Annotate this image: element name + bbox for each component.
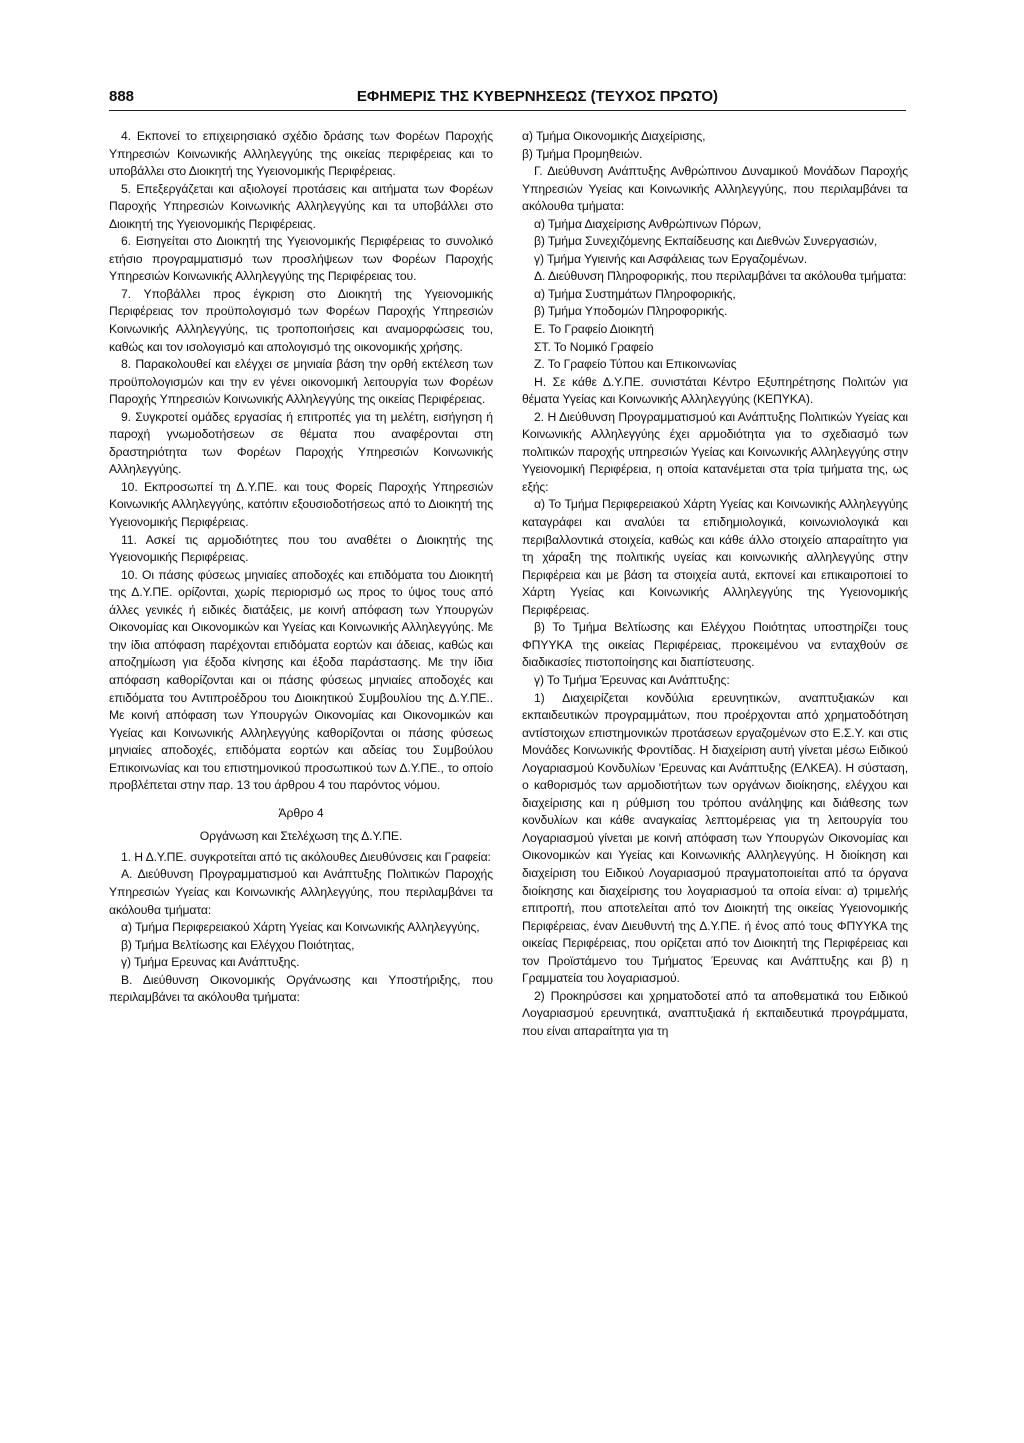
left-paragraph: 1. Η Δ.Υ.ΠΕ. συγκροτείται από τις ακόλουθες Διευθύνσεις και Γραφεία:	[121, 849, 491, 864]
running-title: ΕΦΗΜΕΡΙΣ ΤΗΣ ΚΥΒΕΡΝΗΣΕΩΣ (ΤΕΥΧΟΣ ΠΡΩΤΟ)	[356, 88, 719, 105]
left-paragraph: 9. Συγκροτεί ομάδες εργασίας ή επιτροπές για τη μελέτη, εισήγηση ή παροχή γνωμοδοτήσεων σε θέματα που αναφέρονται στη δραστηριότητα των Φορέων Παροχής Υπηρεσιών Κοινωνικής Αλληλεγγύης.	[109, 409, 493, 477]
right-paragraph: β) Τμήμα Υποδομών Πληροφορικής.	[534, 304, 728, 319]
left-paragraph: 10. Εκπροσωπεί τη Δ.Υ.ΠΕ. και τους Φορείς Παροχής Υπηρεσιών Κοινωνικής Αλληλεγγύης, κατόπιν εξουσιοδοτήσεως από το Διοικητή της Υγειονομικής Περιφέρειας.	[109, 479, 493, 530]
right-paragraph: Η. Σε κάθε Δ.Υ.ΠΕ. συνιστάται Κέντρο Εξυπηρέτησης Πολιτών για θέματα Υγείας και Κοινωνικής Αλληλεγγύης (ΚΕΠΥΚΑ).	[522, 374, 908, 407]
right-column	[522, 128, 908, 1428]
right-paragraph: ΣΤ. Το Νομικό Γραφείο	[534, 339, 654, 354]
right-paragraph: β) Το Τμήμα Βελτίωσης και Ελέγχου Ποιότητας υποστηρίζει τους ΦΠΥΥΚΑ της οικείας Περιφέρειας, προκειμένου να ενταχθούν σε διαδικασίες πιστοποίησης και διαπίστευσης.	[522, 620, 908, 670]
page-number: 888	[109, 88, 135, 105]
left-paragraph: Α. Διεύθυνση Προγραμματισμού και Ανάπτυξης Πολιτικών Παροχής Υπηρεσιών Υγείας και Κοινωνικής Αλληλεγγύης, που περιλαμβάνει τα ακόλουθα τμήματα:	[109, 867, 493, 917]
article-subtitle: Οργάνωση και Στελέχωση της Δ.Υ.ΠΕ.	[199, 829, 403, 844]
left-paragraph: 4. Εκπονεί το επιχειρησιακό σχέδιο δράσης των Φορέων Παροχής Υπηρεσιών Κοινωνικής Αλληλεγγύης της οικείας περιφέρειας και το υποβάλλει στο Διοικητή της Υγειονομικής Περιφέρειας.	[109, 129, 493, 179]
right-paragraph: 2. Η Διεύθυνση Προγραμματισμού και Ανάπτυξης Πολιτικών Υγείας και Κοινωνικής Αλληλεγγύης έχει αρμοδιότητα για το σχεδιασμό των πολιτικών παροχής υπηρεσιών Υγείας και Κοινωνικής Αλληλεγγύης στην Υγειονομική Περιφέρεια, η οποία κατανέμεται στα τρία τμήματα της, ως εξής:	[522, 409, 908, 494]
left-column	[109, 128, 493, 1428]
right-paragraph: α) Τμήμα Συστημάτων Πληροφορικής,	[534, 286, 736, 301]
left-paragraph: 6. Εισηγείται στο Διοικητή της Υγειονομικής Περιφέρειας το συνολικό ετήσιο προγραμματισμό των προσλήψεων των Φορέων Παροχής Υπηρεσιών Κοινωνικής Αλληλεγγύης της Περιφέρειας του.	[109, 234, 493, 284]
right-paragraph: Γ. Διεύθυνση Ανάπτυξης Ανθρώπινου Δυναμικού Μονάδων Παροχής Υπηρεσιών Υγείας και Κοινωνικής Αλληλεγγύης, που περιλαμβάνει τα ακόλουθα τμήματα:	[522, 164, 908, 214]
right-paragraph: Δ. Διεύθυνση Πληροφορικής, που περιλαμβάνει τα ακόλουθα τμήματα:	[534, 269, 907, 284]
page-header	[109, 88, 906, 111]
right-paragraph: 1) Διαχειρίζεται κονδύλια ερευνητικών, αναπτυξιακών και εκπαιδευτικών προγραμμάτων, που προέρχονται από χρηματοδότηση αντίστοιχων επιστημονικών προτάσεων εργαζομένων στο Ε.Σ.Υ. και στις Μονάδες Κοινωνικής Φροντίδας. Η διαχείριση αυτή γίνεται μέσω Ειδικού Λογαριασμού Κονδυλίων 'Ερευνας και Ανάπτυξης (ΕΛΚΕΑ). Η σύσταση, ο καθορισμός των αρμοδιοτήτων των οργάνων διοίκησης, ελέγχου και διαχείρισης και η ρύθμιση του τρόπου ανάληψης και διάθεσης των κονδυλίων και κάθε αναγκαίας λεπτομέρειας για τη λειτουργία του Λογαριασμού γίνεται με κοινή απόφαση των Υπουργών Οικονομίας και Οικονομικών και Υγείας και Κοινωνικής Αλληλεγγύης. Η διοίκηση και διαχείριση του Ειδικού Λογαριασμού πραγματοποιείται από τα όργανα διοίκησης και διαχείρισης του λογαριασμού τα οποία είναι: α) τριμελής επιτροπή, που αποτελείται από τον Διοικητή της οικείας Υγειονομικής Περιφέρειας, έναν Διευθυντή της Δ.Υ.ΠΕ. ή ένος από τους ΦΠΥΥΚΑ της οικείας Περιφέρειας, που ορίζεται από τον Διοικητή της Περιφέρειας και τον Προϊστάμενο του Τμήματος Έρευνας και Ανάπτυξης και β) η Γραμματεία του λογαριασμού.	[522, 690, 908, 986]
right-paragraph: Ζ. Το Γραφείο Τύπου και Επικοινωνίας	[534, 357, 737, 372]
right-paragraph: Ε. Το Γραφείο Διοικητή	[534, 322, 654, 337]
right-paragraph: α) Το Τμήμα Περιφερειακού Χάρτη Υγείας και Κοινωνικής Αλληλεγγύης καταγράφει και αναλύει τα επιδημιολογικά, κοινωνιολογικά και περιβαλλοντικά στοιχεία, καθώς και κάθε άλλο στοιχείο απαραίτητο για τη χάραξη της πολιτικής υγείας και κοινωνικής αλληλεγγύης στην Περιφέρεια και με βάση τα στοιχεία αυτά, εκπονεί και επικαιροποιεί το Χάρτη Υγείας και Κοινωνικής Αλληλεγγύης της Υγειονομικής Περιφέρειας.	[522, 497, 908, 617]
left-paragraph: 11. Ασκεί τις αρμοδιότητες που του αναθέτει ο Διοικητής της Υγειονομικής Περιφέρειας.	[109, 532, 493, 565]
right-paragraph: α) Τμήμα Διαχείρισης Ανθρώπινων Πόρων,	[534, 216, 762, 231]
left-paragraph: α) Τμήμα Περιφερειακού Χάρτη Υγείας και Κοινωνικής Αλληλεγγύης,	[121, 920, 480, 935]
left-paragraph: 5. Επεξεργάζεται και αξιολογεί προτάσεις και αιτήματα των Φορέων Παροχής Υπηρεσιών Κοινωνικής Αλληλεγγύης και τα υποβάλλει στο Διοικητή της Υγειονομικής Περιφέρειας.	[109, 181, 493, 231]
right-paragraph: α) Τμήμα Οικονομικής Διαχείρισης,	[522, 129, 706, 143]
left-paragraph: γ) Τμήμα Ερευνας και Ανάπτυξης.	[121, 955, 300, 970]
left-paragraph: β) Τμήμα Βελτίωσης και Ελέγχου Ποιότητας,	[121, 937, 355, 952]
right-paragraph: β) Τμήμα Συνεχιζόμενης Εκπαίδευσης και Διεθνών Συνεργασιών,	[534, 234, 878, 249]
right-paragraph: β) Τμήμα Προμηθειών.	[522, 146, 643, 161]
right-paragraph: γ) Τμήμα Υγιεινής και Ασφάλειας των Εργαζομένων.	[534, 251, 807, 266]
left-paragraph: 10. Οι πάσης φύσεως μηνιαίες αποδοχές και επιδόματα του Διοικητή της Δ.Υ.ΠΕ. ορίζονται, χωρίς περιορισμό ως προς το ύψος τους από άλλες γενικές ή ειδικές διατάξεις, με κοινή απόφαση των Υπουργών Οικονομίας και Οικονομικών και Υγείας και Κοινωνικής Αλληλεγγύης. Με την ίδια απόφαση παρέχονται επιδόματα εορτών και άδειας, καθώς και αποζημίωση για έξοδα κίνησης και έξοδα παράστασης. Με την ίδια απόφαση καθορίζονται και οι πάσης φύσεως μηνιαίες αποδοχές και επιδόματα του Αντιπροέδρου του Διοικητικού Συμβουλίου της Δ.Υ.ΠΕ.. Με κοινή απόφαση των Υπουργών Οικονομίας και Οικονομικών και Υγείας και Κοινωνικής Αλληλεγγύης καθορίζονται οι πάσης φύσεως μηνιαίες αποδοχές, επιδόματα εορτών και αδείας του Συμβούλου Επικοινωνίας και του επιστημονικού προσωπικού των Δ.Υ.ΠΕ., το οποίο προβλέπεται στην παρ. 13 του άρθρου 4 του παρόντος νόμου.	[109, 567, 493, 793]
right-paragraph: 2) Προκηρύσσει και χρηματοδοτεί από τα αποθεματικά του Ειδικού Λογαριασμού ερευνητικά, αναπτυξιακά ή εκπαιδευτικά προγράμματα, που είναι απαραίτητα για τη	[522, 988, 908, 1038]
left-paragraph: Β. Διεύθυνση Οικονομικής Οργάνωσης και Υποστήριξης, που περιλαμβάνει τα ακόλουθα τμήματα:	[109, 972, 493, 1005]
article-title: Άρθρο 4	[278, 805, 324, 820]
left-paragraph: 7. Υποβάλλει προς έγκριση στο Διοικητή της Υγειονομικής Περιφέρειας τον προϋπολογισμό των Φορέων Παροχής Υπηρεσιών Κοινωνικής Αλληλεγγύης, τις τροποποιήσεις και αναμορφώσεις του, καθώς και τον ισολογισμό και απολογισμό της οικονομικής χρήσης.	[109, 286, 493, 354]
left-paragraph: 8. Παρακολουθεί και ελέγχει σε μηνιαία βάση την ορθή εκτέλεση των προϋπολογισμών και την εν γένει οικονομική λειτουργία των Φορέων Παροχής Υπηρεσιών Κοινωνικής Αλληλεγγύης της οικείας Περιφέρειας.	[109, 357, 493, 407]
right-paragraph: γ) Το Τμήμα Έρευνας και Ανάπτυξης:	[534, 672, 730, 687]
